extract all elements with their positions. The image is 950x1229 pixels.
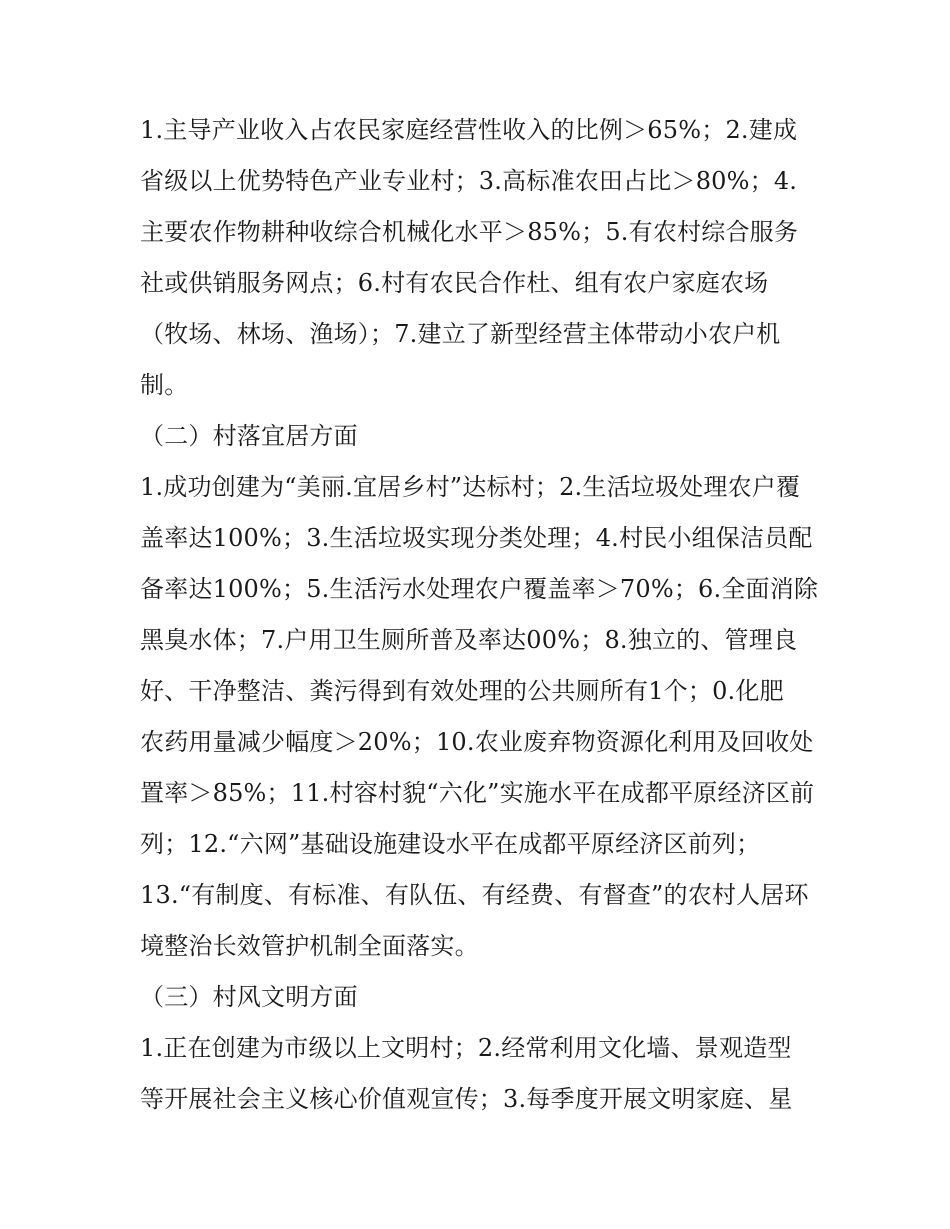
paragraph-line: 省级以上优势特色产业专业村；3.高标准农田占比＞80%；4. (140, 167, 798, 195)
paragraph-line: 主要农作物耕种收综合机械化水平＞85%；5.有农村综合服务 (140, 218, 799, 246)
paragraph-line: 制。 (140, 371, 189, 399)
paragraph-line: 好、干净整洁、粪污得到有效处理的公共厕所有1个；0.化肥 (140, 677, 784, 705)
paragraph-line: （牧场、林场、渔场）；7.建立了新型经营主体带动小农户机 (140, 320, 781, 348)
section-heading: （二）村落宜居方面 (140, 422, 358, 450)
paragraph-line: 13.“有制度、有标准、有队伍、有经费、有督查”的农村人居环 (140, 881, 809, 909)
paragraph-line: 1.成功创建为“美丽.宜居乡村”达标村；2.生活垃圾处理农户覆 (140, 473, 801, 501)
paragraph-line: 备率达100%；5.生活污水处理农户覆盖率＞70%；6.全面消除 (140, 575, 819, 603)
paragraph-line: 列；12.“六网”基础设施建设水平在成都平原经济区前列； (140, 830, 761, 858)
paragraph-line: 黑臭水体；7.户用卫生厕所普及率达00%；8.独立的、管理良 (140, 626, 798, 654)
paragraph-line: 等开展社会主义核心价值观宣传；3.每季度开展文明家庭、星 (140, 1085, 793, 1113)
paragraph-line: 1.正在创建为市级以上文明村；2.经常利用文化墙、景观造型 (140, 1034, 792, 1062)
paragraph-line: 置率＞85%；11.村容村貌“六化”实施水平在成都平原经济区前 (140, 779, 815, 807)
paragraph-line: 1.主导产业收入占农民家庭经营性收入的比例＞65%；2.建成 (140, 116, 798, 144)
paragraph-line: 农药用量减少幅度＞20%；10.农业废弃物资源化利用及回收处 (140, 728, 814, 756)
section-heading: （三）村风文明方面 (140, 983, 358, 1011)
paragraph-line: 境整治长效管护机制全面落实。 (140, 932, 479, 960)
paragraph-line: 社或供销服务网点；6.村有农民合作杜、组有农户家庭农场 (140, 269, 769, 297)
paragraph-line: 盖率达100%；3.生活垃圾实现分类处理；4.村民小组保洁员配 (140, 524, 813, 552)
